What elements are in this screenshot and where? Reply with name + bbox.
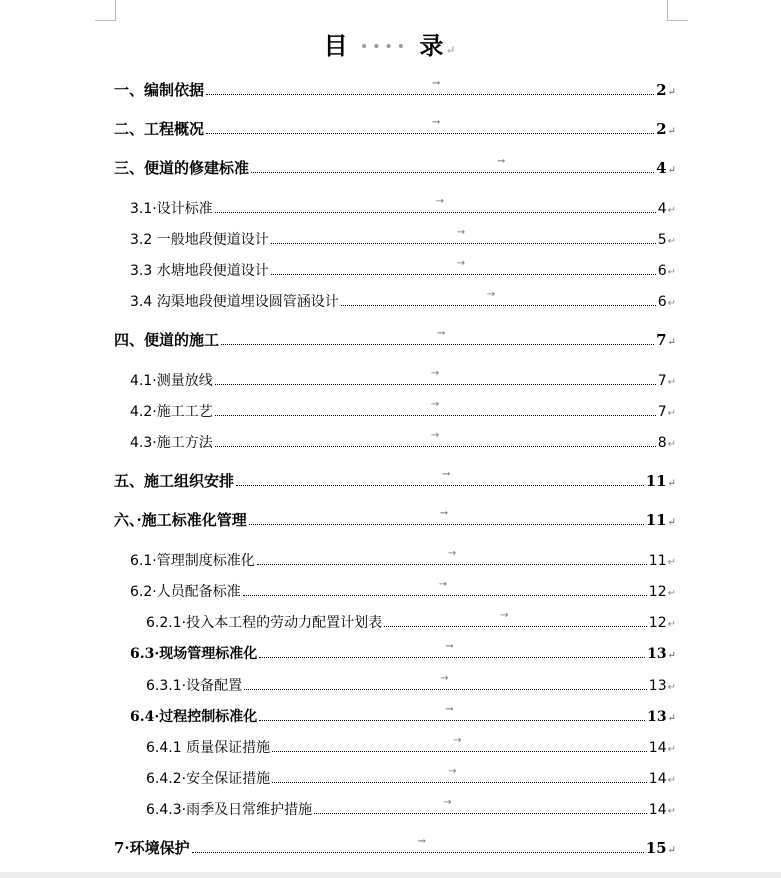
paragraph-mark-icon: ↵ — [667, 478, 676, 489]
toc-entry[interactable] — [114, 330, 676, 350]
paragraph-mark-icon: ↵ — [667, 87, 676, 98]
tab-arrow-icon: → — [456, 254, 466, 274]
paragraph-mark-icon: ↵ — [667, 619, 676, 630]
paragraph-mark-icon: ↵ — [667, 557, 676, 568]
paragraph-mark-icon: ↵ — [667, 205, 676, 216]
toc-entry-label: 7·环境保护 — [114, 839, 190, 857]
toc-dot-leader — [215, 432, 656, 447]
toc-entry-page-number: 14 — [648, 771, 667, 787]
toc-entry[interactable] — [130, 432, 676, 452]
toc-entry-page-number: 13 — [647, 646, 667, 662]
page-bottom-edge — [0, 872, 781, 878]
tab-arrow-icon: → — [431, 74, 441, 94]
paragraph-mark-icon: ↵ — [667, 650, 676, 661]
toc-entry-page-number: 7 — [657, 404, 667, 420]
toc-entry[interactable] — [130, 370, 676, 390]
toc-dot-leader — [272, 737, 647, 752]
toc-dot-leader — [243, 581, 647, 596]
toc-entry[interactable] — [146, 675, 676, 695]
toc-entry-label: 6.2·人员配备标准 — [130, 584, 241, 600]
tab-arrow-icon: → — [430, 395, 440, 415]
paragraph-mark-icon: ↵ — [667, 337, 676, 348]
tab-arrow-icon: → — [442, 793, 452, 813]
tab-arrow-icon: → — [436, 324, 446, 344]
toc-title-left: 目 — [323, 31, 350, 60]
toc-entry-page-number: 2 — [656, 120, 667, 138]
toc-dot-leader — [272, 768, 647, 783]
toc-dot-leader — [215, 370, 656, 385]
toc-dot-leader — [206, 80, 654, 95]
toc-entry[interactable] — [130, 229, 676, 249]
tab-arrow-icon: → — [444, 700, 454, 720]
toc-entry-page-number: 2 — [656, 81, 667, 99]
toc-dot-leader — [259, 643, 645, 658]
paragraph-mark-icon: ↵ — [667, 713, 676, 724]
toc-entry-page-number: 13 — [647, 709, 667, 725]
paragraph-mark-icon: ↵ — [667, 126, 676, 137]
paragraph-mark-icon: ↵ — [667, 165, 676, 176]
toc-entry-page-number: 7 — [656, 331, 667, 349]
tab-arrow-icon: → — [439, 669, 449, 689]
toc-dot-leader — [215, 401, 656, 416]
toc-entry-page-number: 6 — [657, 294, 667, 310]
toc-entry-label: 3.1·设计标准 — [130, 201, 213, 217]
toc-entry-label: 4.1·测量放线 — [130, 373, 213, 389]
paragraph-mark-icon: ↵ — [667, 517, 676, 528]
toc-entry[interactable] — [114, 119, 676, 139]
toc-entry-label: 6.4·过程控制标准化 — [130, 709, 258, 725]
tab-arrow-icon: → — [417, 832, 427, 852]
toc-entry[interactable] — [114, 510, 676, 530]
toc-entry-page-number: 12 — [648, 584, 667, 600]
paragraph-mark-icon: ↵ — [667, 806, 676, 817]
tab-arrow-icon: → — [431, 113, 441, 133]
toc-dot-leader — [192, 838, 644, 853]
toc-dot-leader — [314, 799, 647, 814]
toc-entry-page-number: 11 — [648, 553, 667, 569]
tab-arrow-icon: → — [447, 544, 457, 564]
paragraph-mark-icon: ↵ — [445, 43, 458, 57]
toc-entry-label: 一、编制依据 — [114, 81, 205, 99]
toc-entry-page-number: 15 — [645, 839, 667, 857]
paragraph-mark-icon: ↵ — [667, 439, 676, 450]
toc-dot-leader — [251, 158, 654, 173]
toc-entry[interactable] — [130, 198, 676, 218]
toc-entry[interactable] — [114, 80, 676, 100]
toc-entry-label: 四、便道的施工 — [114, 331, 220, 349]
toc-entry-label: 二、工程概况 — [114, 120, 205, 138]
tab-arrow-icon: → — [444, 637, 454, 657]
toc-entry[interactable] — [130, 291, 676, 311]
tab-arrow-icon: → — [435, 192, 445, 212]
tab-arrow-icon: → — [447, 762, 457, 782]
toc-entry[interactable] — [114, 471, 676, 491]
toc-dot-leader — [384, 612, 647, 627]
toc-entry[interactable] — [146, 737, 676, 757]
tab-arrow-icon: → — [430, 426, 440, 446]
toc-dot-leader — [271, 229, 656, 244]
toc-entry-label: 6.4.3·雨季及日常维护措施 — [146, 802, 313, 818]
toc-entry-label: 3.2 一般地段便道设计 — [130, 232, 269, 248]
tab-arrow-icon: → — [439, 504, 449, 524]
toc-entry-page-number: 12 — [648, 615, 667, 631]
toc-dot-leader — [271, 260, 656, 275]
toc-entry-label: 6.2.1·投入本工程的劳动力配置计划表 — [146, 615, 383, 631]
toc-entry-page-number: 14 — [648, 740, 667, 756]
toc-entry-page-number: 6 — [657, 263, 667, 279]
paragraph-mark-icon: ↵ — [667, 845, 676, 856]
paragraph-mark-icon: ↵ — [667, 267, 676, 278]
tab-arrow-icon: → — [430, 364, 440, 384]
toc-entry-page-number: 11 — [645, 511, 667, 529]
toc-entry[interactable] — [146, 799, 676, 819]
paragraph-mark-icon: ↵ — [667, 408, 676, 419]
toc-entry-page-number: 13 — [648, 678, 667, 694]
toc-dot-leader — [221, 330, 654, 345]
toc-entry-page-number: 8 — [657, 435, 667, 451]
toc-entry[interactable] — [114, 158, 676, 178]
paragraph-mark-icon: ↵ — [667, 298, 676, 309]
toc-entry-label: 六、·施工标准化管理 — [114, 511, 247, 529]
toc-entry-label: 4.2·施工工艺 — [130, 404, 213, 420]
toc-entry-page-number: 4 — [657, 201, 667, 217]
toc-entry[interactable] — [130, 643, 676, 663]
toc-entry[interactable] — [130, 550, 676, 570]
toc-entry-page-number: 5 — [657, 232, 667, 248]
paragraph-mark-icon: ↵ — [667, 236, 676, 247]
paragraph-mark-icon: ↵ — [667, 682, 676, 693]
tab-arrow-icon: → — [486, 285, 496, 305]
toc-entry[interactable] — [146, 612, 676, 632]
toc-dot-leader — [257, 550, 647, 565]
paragraph-mark-icon: ↵ — [667, 744, 676, 755]
toc-entry-label: 三、便道的修建标准 — [114, 159, 250, 177]
toc-entry-label: 4.3·施工方法 — [130, 435, 213, 451]
toc-dot-leader — [259, 706, 645, 721]
toc-title-dots: •••• — [359, 39, 409, 56]
toc-entry-label: 6.4.1 质量保证措施 — [146, 740, 271, 756]
toc-entry-label: 3.3 水塘地段便道设计 — [130, 263, 269, 279]
toc-entry-label: 6.3.1·设备配置 — [146, 678, 243, 694]
tab-arrow-icon: → — [452, 731, 462, 751]
toc-title-right: 录 — [419, 31, 446, 60]
tab-arrow-icon: → — [438, 575, 448, 595]
toc-dot-leader — [206, 119, 654, 134]
tab-arrow-icon: → — [441, 465, 451, 485]
toc-dot-leader — [341, 291, 656, 306]
toc-dot-leader — [249, 510, 644, 525]
toc-dot-leader — [244, 675, 647, 690]
toc-dot-leader — [215, 198, 656, 213]
tab-arrow-icon: → — [499, 606, 509, 626]
paragraph-mark-icon: ↵ — [667, 588, 676, 599]
toc-entry-label: 6.4.2·安全保证措施 — [146, 771, 271, 787]
tab-arrow-icon: → — [496, 152, 506, 172]
toc-entry-page-number: 14 — [648, 802, 667, 818]
toc-entry[interactable] — [114, 838, 676, 858]
toc-entry-page-number: 4 — [656, 159, 667, 177]
toc-entry-label: 五、施工组织安排 — [114, 472, 235, 490]
toc-dot-leader — [236, 471, 644, 486]
toc-entry-page-number: 11 — [645, 472, 667, 490]
toc-entry-label: 6.3·现场管理标准化 — [130, 646, 258, 662]
toc-entry[interactable] — [130, 401, 676, 421]
toc-entry-label: 3.4 沟渠地段便道埋设圆管涵设计 — [130, 294, 339, 310]
toc-entry[interactable] — [130, 706, 676, 726]
toc-entry[interactable] — [130, 260, 676, 280]
tab-arrow-icon: → — [456, 223, 466, 243]
toc-entry[interactable] — [146, 768, 676, 788]
paragraph-mark-icon: ↵ — [667, 377, 676, 388]
toc-entry-page-number: 7 — [657, 373, 667, 389]
toc-entry[interactable] — [130, 581, 676, 601]
paragraph-mark-icon: ↵ — [667, 775, 676, 786]
toc-entry-label: 6.1·管理制度标准化 — [130, 553, 255, 569]
